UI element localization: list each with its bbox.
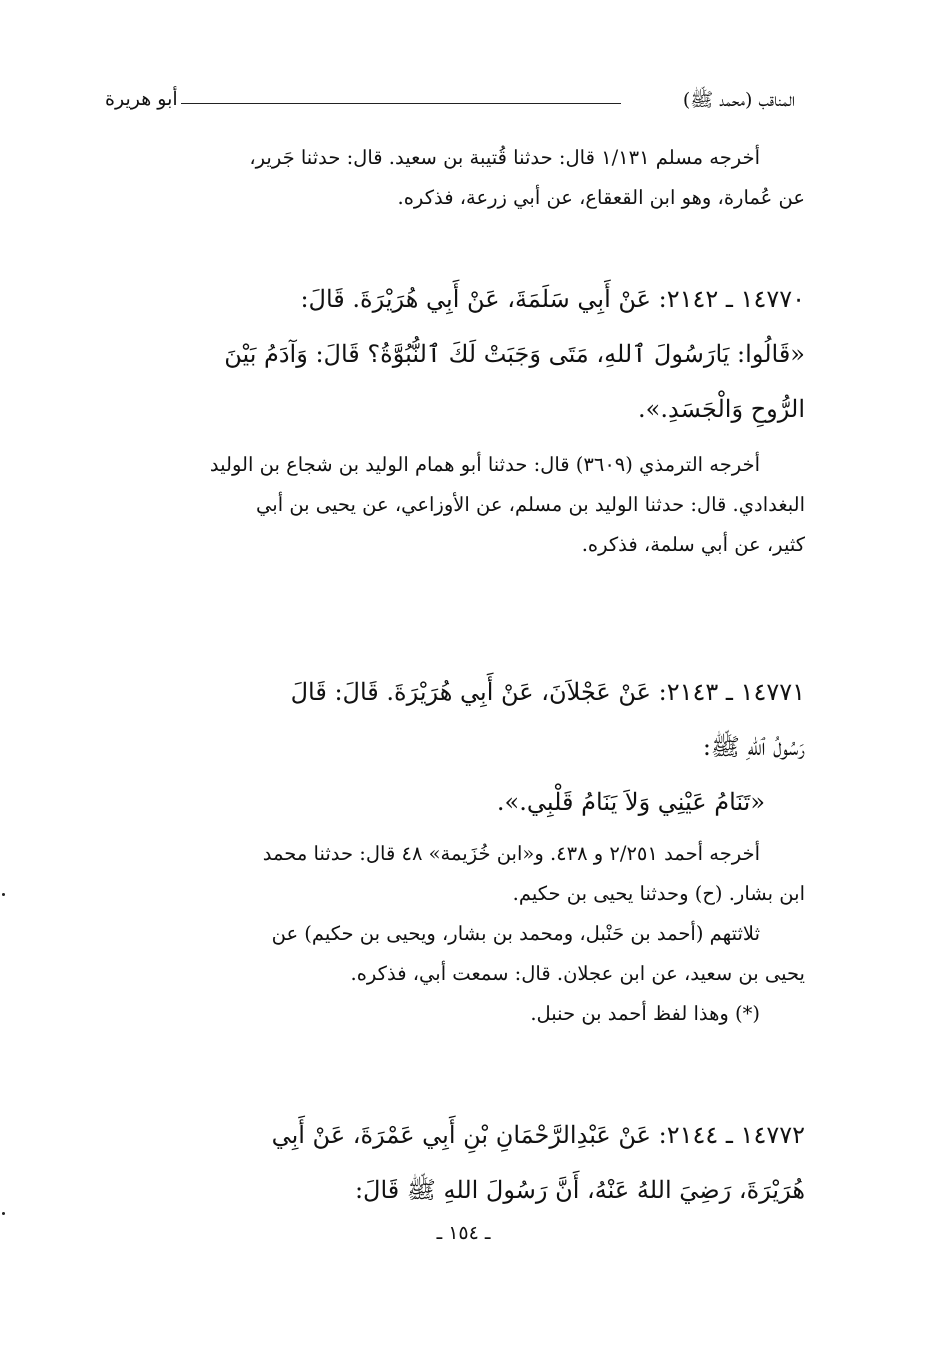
text-line: البغدادي. قال: حدثنا الوليد بن مسلم، عن الأوزاعي، عن يحيى بن أبي <box>256 493 805 516</box>
hadith-text-line: الرُّوحِ وَالْجَسَدِ.». <box>638 395 805 423</box>
hadith-heading: ١٤٧٧١ ـ ٢١٤٣: عَنْ عَجْلاَنَ، عَنْ أَبِي هُرَيْرَةَ. قَالَ: قَالَ <box>290 678 805 706</box>
hadith-text-line: هُرَيْرَةَ، رَضِيَ اللهُ عَنْهُ، أَنَّ رَسُولَ اللهِ ﷺ قَالَ: <box>354 1176 805 1204</box>
hadith-14771 <box>105 665 805 830</box>
source-note <box>105 138 805 218</box>
hadith-heading: ١٤٧٧٠ ـ ٢١٤٢: عَنْ أَبِي سَلَمَةَ، عَنْ أَبِي هُرَيْرَةَ. قَالَ: <box>300 285 805 313</box>
hadith-text-line: «تَنَامُ عَيْنِي وَلاَ يَنَامُ قَلْبِي.». <box>496 788 765 816</box>
text-line: (*) وهذا لفظ أحمد بن حنبل. <box>530 1002 760 1025</box>
text-line: ثلاثتهم (أحمد بن حَنْبل، ومحمد بن بشار، ويحيى بن حكيم) عن <box>271 922 760 945</box>
hadith-14770 <box>105 272 805 437</box>
hadith-14772 <box>105 1108 805 1218</box>
hadith-text-line: «قَالُوا: يَارَسُولَ ٱللهِ، مَتَى وَجَبَتْ لَكَ ٱلنُّبُوَّةُ؟ قَالَ: وَآدَمُ بَيْنَ <box>224 340 805 368</box>
text-line: أخرجه الترمذي (٣٦٠٩) قال: حدثنا أبو همام الوليد بن شجاع بن الوليد <box>209 453 760 476</box>
text-line: عن عُمارة، وهو ابن القعقاع، عن أبي زرعة، فذكره. <box>397 186 805 209</box>
header-section-title: أبو هريرة <box>105 88 178 110</box>
page-number: ـ ١٥٤ ـ <box>436 1222 491 1244</box>
source-note <box>105 445 805 565</box>
text-line: أخرجه مسلم ١/١٣١ قال: حدثنا قُتيبة بن سعيد. قال: حدثنا جَرير، <box>249 146 760 169</box>
scan-mark <box>2 893 5 896</box>
text-line: أخرجه أحمد ٢/٢٥١ و ٤٣٨. و«ابن خُزَيمة» ٤٨ قال: حدثنا محمد <box>262 842 760 865</box>
hadith-heading: ١٤٧٧٢ ـ ٢١٤٤: عَنْ عَبْدِالرَّحْمَانِ بْنِ أَبِي عَمْرَةَ، عَنْ أَبِي <box>271 1121 805 1149</box>
scan-mark <box>2 1212 5 1215</box>
header-chapter-title: المناقب (محمد ﷺ) <box>682 89 795 111</box>
hadith-text-line: رَسُولُ ٱللهِ ﷺ: <box>702 733 805 761</box>
header-rule <box>181 103 621 104</box>
text-line: ابن بشار. (ح) وحدثنا يحيى بن حكيم. <box>512 882 805 905</box>
text-line: كثير، عن أبي سلمة، فذكره. <box>581 533 805 556</box>
text-line: يحيى بن سعيد، عن ابن عجلان. قال: سمعت أبي، فذكره. <box>350 962 805 985</box>
running-header <box>105 82 795 122</box>
source-note <box>105 834 805 1034</box>
